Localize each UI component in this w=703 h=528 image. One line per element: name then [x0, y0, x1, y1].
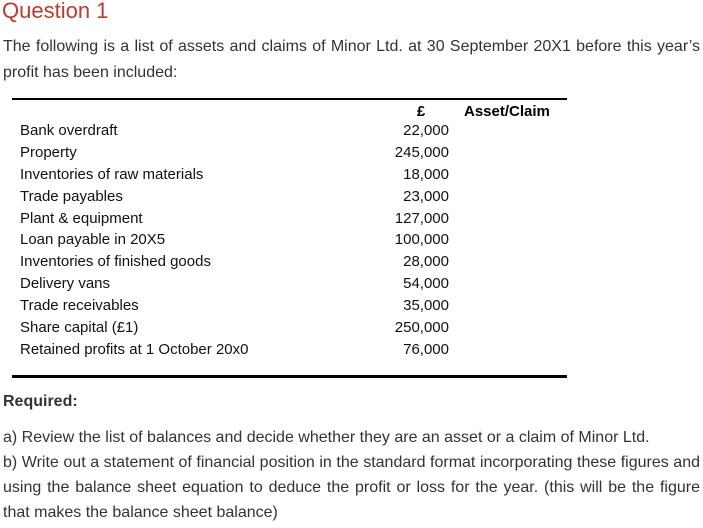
- table-row: [12, 164, 567, 186]
- row-label: Inventories of raw materials: [20, 165, 204, 183]
- table-row: [12, 251, 567, 273]
- row-amount: 22,000: [403, 122, 449, 139]
- required-heading: Required:: [3, 393, 78, 410]
- row-label: Trade receivables: [20, 297, 139, 315]
- row-label: Loan payable in 20X5: [20, 231, 166, 249]
- table-row: [12, 295, 567, 317]
- table-row: [12, 229, 567, 251]
- row-amount: 35,000: [403, 297, 449, 315]
- row-label: Retained profits at 1 October 20x0: [20, 340, 249, 358]
- table-row: [12, 317, 567, 339]
- asset-claim-header: Asset/Claim: [464, 103, 550, 120]
- row-amount: 23,000: [403, 187, 449, 205]
- row-label: Share capital (£1): [20, 319, 139, 337]
- row-label: Plant & equipment: [20, 209, 143, 227]
- table-row: [12, 339, 567, 361]
- row-label: Property: [20, 143, 77, 161]
- table-row: [12, 120, 567, 142]
- row-amount: 245,000: [394, 143, 449, 161]
- row-amount: 18,000: [403, 165, 449, 183]
- required-part-a: a) Review the list of balances and decide whether they are an asset or a claim of Minor Ltd.: [3, 429, 650, 446]
- question-title: Question 1: [2, 0, 109, 23]
- row-label: Inventories of finished goods: [20, 253, 211, 271]
- row-label: Trade payables: [20, 187, 123, 205]
- question-intro: The following is a list of assets and claims of Minor Ltd. at 30 September 20X1 before this year’s profit has been included:: [3, 38, 700, 81]
- row-label: Delivery vans: [20, 275, 111, 293]
- table-row: [12, 273, 567, 295]
- table-row: [12, 208, 567, 230]
- required-part-b: b) Write out a statement of financial position in the standard format incorporating these figures and using the balance sheet equation to deduce the profit or loss for the year. (this will be the figure that makes the balance sheet balance): [3, 454, 700, 521]
- balances-table: [12, 98, 567, 378]
- row-amount: 76,000: [403, 340, 449, 358]
- row-amount: 127,000: [394, 209, 449, 227]
- row-amount: 28,000: [403, 253, 449, 271]
- currency-header: £: [416, 103, 426, 120]
- row-label: Bank overdraft: [20, 122, 118, 139]
- table-row: [12, 142, 567, 164]
- table-row: [12, 186, 567, 208]
- table-rows: [12, 120, 567, 361]
- row-amount: 250,000: [394, 319, 449, 337]
- row-amount: 54,000: [403, 275, 449, 293]
- row-amount: 100,000: [394, 231, 449, 249]
